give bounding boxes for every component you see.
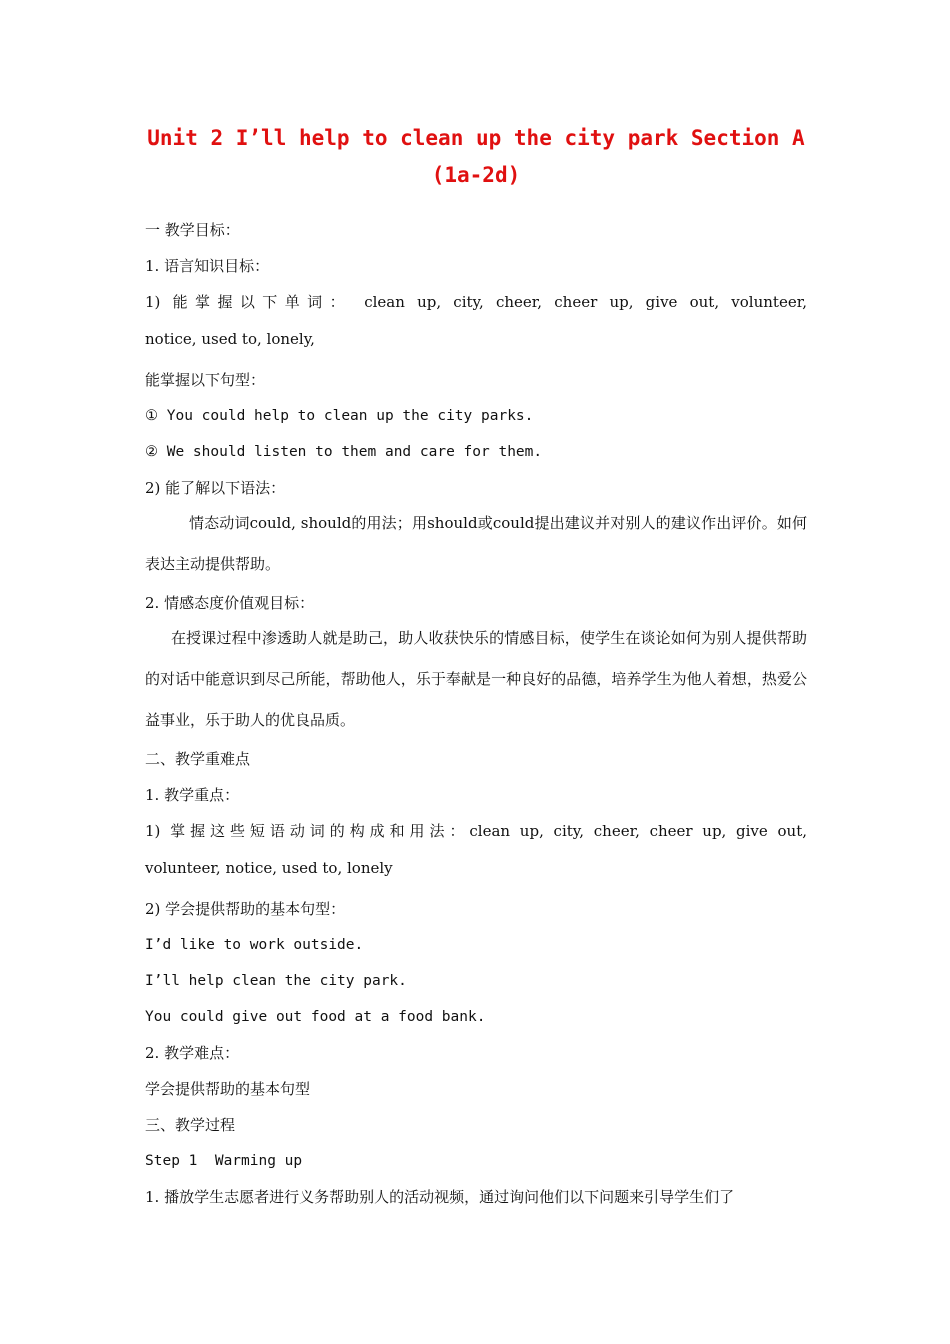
example-sentence-3: You could give out food at a food bank. (145, 1009, 486, 1025)
grammar-paragraph: 情态动词could, should的用法；用should或could提出建议并对别人的建议作出评价。如何表达主动提供帮助。 (145, 514, 807, 573)
key-phrases-line-1: 1) 掌握这些短语动词的构成和用法：clean up, city, cheer, cheer up, give out, (145, 822, 807, 840)
section-heading-objectives: 一 教学目标： (145, 221, 240, 239)
subheading-language-goals: 1. 语言知识目标： (145, 257, 270, 275)
sentence-pattern-1: ① You could help to clean up the city parks. (145, 408, 534, 424)
document-page (145, 120, 807, 1215)
vocabulary-line-1: 1) 能掌握以下单词： clean up, city, cheer, cheer up, give out, volunteer, (145, 293, 807, 311)
step-1-item-1: 1. 播放学生志愿者进行义务帮助别人的活动视频，通过询问他们以下问题来引导学生们了 (145, 1188, 735, 1206)
sentence-pattern-2: ② We should listen to them and care for them. (145, 444, 543, 460)
emotion-paragraph: 在授课过程中渗透助人就是助己，助人收获快乐的情感目标，使学生在谈论如何为别人提供帮助的对话中能意识到尽己所能，帮助他人，乐于奉献是一种良好的品德，培养学生为他人着想，热爱公益事业，乐于助人的优良品质。 (145, 629, 807, 729)
subheading-difficulties: 2. 教学难点： (145, 1044, 240, 1062)
section-heading-key-points: 二、教学重难点 (145, 750, 251, 768)
sentence-patterns-heading: 能掌握以下句型： (145, 371, 266, 389)
document-title: Unit 2 I’ll help to clean up the city park Section A (1a-2d) (147, 126, 805, 187)
difficulty-text: 学会提供帮助的基本句型 (145, 1080, 311, 1098)
example-sentence-1: I’d like to work outside. (145, 937, 364, 953)
example-sentence-2: I’ll help clean the city park. (145, 973, 407, 989)
grammar-heading: 2) 能了解以下语法： (145, 479, 286, 497)
subheading-key-points: 1. 教学重点： (145, 786, 240, 804)
vocabulary-line-2: notice, used to, lonely, (145, 330, 315, 348)
subheading-emotion-goals: 2. 情感态度价值观目标： (145, 594, 315, 612)
section-heading-process: 三、教学过程 (145, 1116, 236, 1134)
key-phrases-line-2: volunteer, notice, used to, lonely (145, 859, 393, 877)
step-1-heading: Step 1 Warming up (145, 1153, 303, 1169)
offer-help-heading: 2) 学会提供帮助的基本句型： (145, 900, 346, 918)
